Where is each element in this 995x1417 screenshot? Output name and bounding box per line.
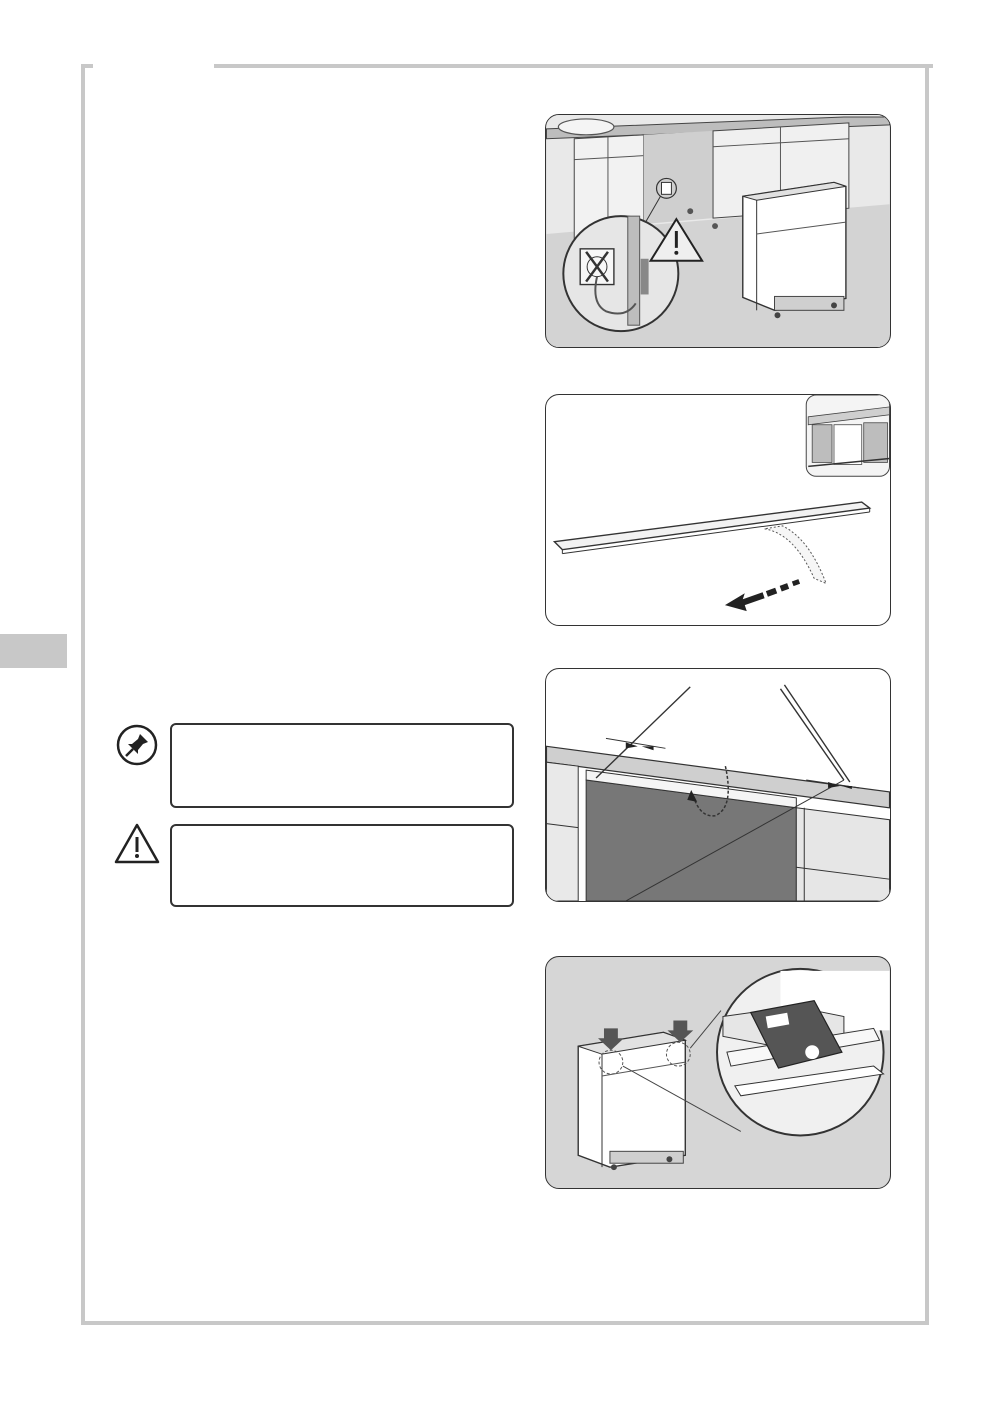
warning-triangle-icon	[113, 822, 161, 866]
arrow-icon	[725, 579, 800, 611]
side-tab	[0, 634, 67, 668]
warning-box	[170, 824, 514, 907]
illustration-film-strip	[545, 394, 891, 626]
illustration-socket-warning	[545, 114, 891, 348]
illustration-countertop-gap	[545, 668, 891, 902]
note-box	[170, 723, 514, 808]
pushpin-icon	[116, 724, 158, 766]
illustration-mounting-bracket	[545, 956, 891, 1189]
